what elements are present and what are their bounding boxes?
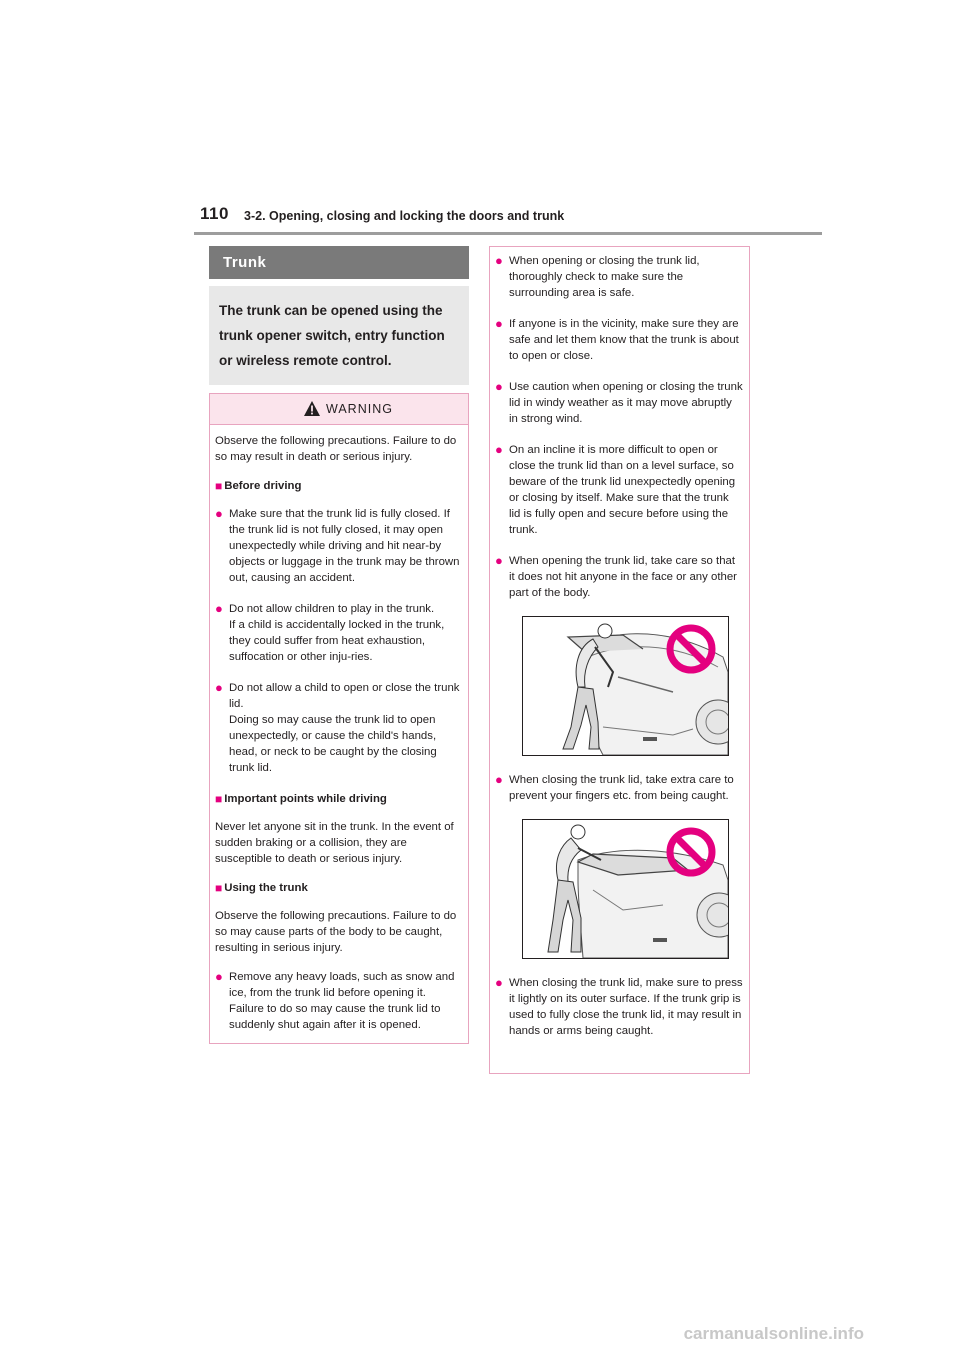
subheading-label: Using the trunk [224, 882, 308, 894]
warning-body [210, 425, 468, 1043]
subheading-before-driving [215, 478, 462, 494]
bullet-text [229, 680, 462, 776]
list-item [215, 680, 462, 776]
bullet-text: When opening or closing the trunk lid, thoroughly check to make sure the surrounding area is safe. [509, 255, 700, 299]
list-item [495, 553, 743, 601]
opening-trunk-drawing [523, 617, 728, 755]
section-title: 3-2. Opening, closing and locking the doors and trunk [244, 209, 565, 223]
subheading-label: Important points while driving [224, 793, 387, 805]
using-trunk-text: Observe the following precautions. Failure to do so may cause parts of the body to be caught, resulting in serious injury. [215, 910, 457, 954]
list-item [495, 379, 743, 427]
warning-label: WARNING [326, 402, 393, 416]
trunk-heading: Trunk [209, 246, 469, 279]
bullet-dot-icon: ● [495, 772, 503, 787]
bullet-dot-icon: ● [495, 975, 503, 990]
person-opening-trunk-illustration [522, 616, 729, 756]
bullet-dot-icon: ● [215, 601, 223, 616]
important-points-text: Never let anyone sit in the trunk. In the event of sudden braking or a collision, they are susceptible to death or serious injury. [215, 821, 454, 865]
subheading-important-points [215, 791, 462, 807]
bullet-text: Make sure that the trunk lid is fully closed. If the trunk lid is not fully closed, it may open unexpectedly while driving and hit near-by objects or luggage in the trunk may be thrown out, causing an accident. [229, 508, 460, 584]
list-item [495, 975, 743, 1039]
bullet-dot-icon: ● [215, 969, 223, 984]
person-closing-trunk-illustration [522, 819, 729, 959]
bullet-dot-icon: ● [495, 316, 503, 331]
bullet-dot-icon: ● [495, 379, 503, 394]
bullet-text: Use caution when opening or closing the trunk lid in windy weather as it may move abruptly in strong wind. [509, 381, 743, 425]
footer-watermark: carmanualsonline.info [683, 1324, 864, 1343]
bullet-line: If a child is accidentally locked in the trunk, they could suffer from heat exhaustion, suffocation or other inju-ries. [229, 619, 445, 663]
closing-trunk-drawing [523, 820, 728, 958]
list-item [495, 442, 743, 538]
list-item [215, 601, 462, 665]
header-divider [194, 232, 822, 235]
square-bullet-icon: ■ [215, 479, 223, 493]
bullet-dot-icon: ● [215, 680, 223, 695]
bullet-text: When opening the trunk lid, take care so that it does not hit anyone in the face or any other part of the body. [509, 555, 737, 599]
bullet-dot-icon: ● [495, 442, 503, 457]
list-item [495, 772, 743, 804]
bullet-text: Remove any heavy loads, such as snow and ice, from the trunk lid before opening it. Failure to do so may cause the trunk lid to suddenly shut again after it is opened. [229, 971, 455, 1031]
warning-continued-box [489, 246, 750, 1074]
warning-header [210, 394, 468, 425]
bullet-text [229, 601, 462, 665]
warning-continued-body [490, 247, 749, 1049]
bullet-line: Doing so may cause the trunk lid to open unexpectedly, or cause the child's hands, head, or neck to be caught by the closing trunk lid. [229, 714, 437, 774]
warning-triangle-icon [303, 400, 321, 417]
subheading-label: Before driving [224, 480, 302, 492]
bullet-text: When closing the trunk lid, make sure to press it lightly on its outer surface. If the trunk grip is used to fully close the trunk lid, it may result in hands or arms being caught. [509, 977, 743, 1037]
bullet-dot-icon: ● [495, 553, 503, 568]
page-number: 110 [200, 204, 229, 223]
trunk-intro: The trunk can be opened using the trunk opener switch, entry function or wireless remote control. [209, 286, 469, 385]
square-bullet-icon: ■ [215, 881, 223, 895]
list-item [215, 506, 462, 586]
list-item [495, 253, 743, 301]
bullet-line: Do not allow children to play in the trunk. [229, 603, 435, 615]
list-item [215, 969, 462, 1033]
list-item [495, 316, 743, 364]
bullet-text: If anyone is in the vicinity, make sure they are safe and let them know that the trunk is about to open or close. [509, 318, 739, 362]
subheading-using-trunk [215, 880, 462, 896]
bullet-text: On an incline it is more difficult to open or close the trunk lid than on a level surface, so beware of the trunk lid unexpectedly opening or closing by itself. Make sure that the trunk lid is fully open and secure before using the trunk. [509, 444, 736, 536]
warning-box [209, 393, 469, 1044]
right-column [489, 246, 750, 1074]
warning-intro: Observe the following precautions. Failure to do so may result in death or serious injury. [215, 435, 457, 463]
square-bullet-icon: ■ [215, 792, 223, 806]
bullet-text: When closing the trunk lid, take extra care to prevent your fingers etc. from being caught. [509, 774, 734, 802]
bullet-line: Do not allow a child to open or close the trunk lid. [229, 682, 460, 710]
left-column [209, 246, 469, 1044]
bullet-dot-icon: ● [495, 253, 503, 268]
bullet-dot-icon: ● [215, 506, 223, 521]
